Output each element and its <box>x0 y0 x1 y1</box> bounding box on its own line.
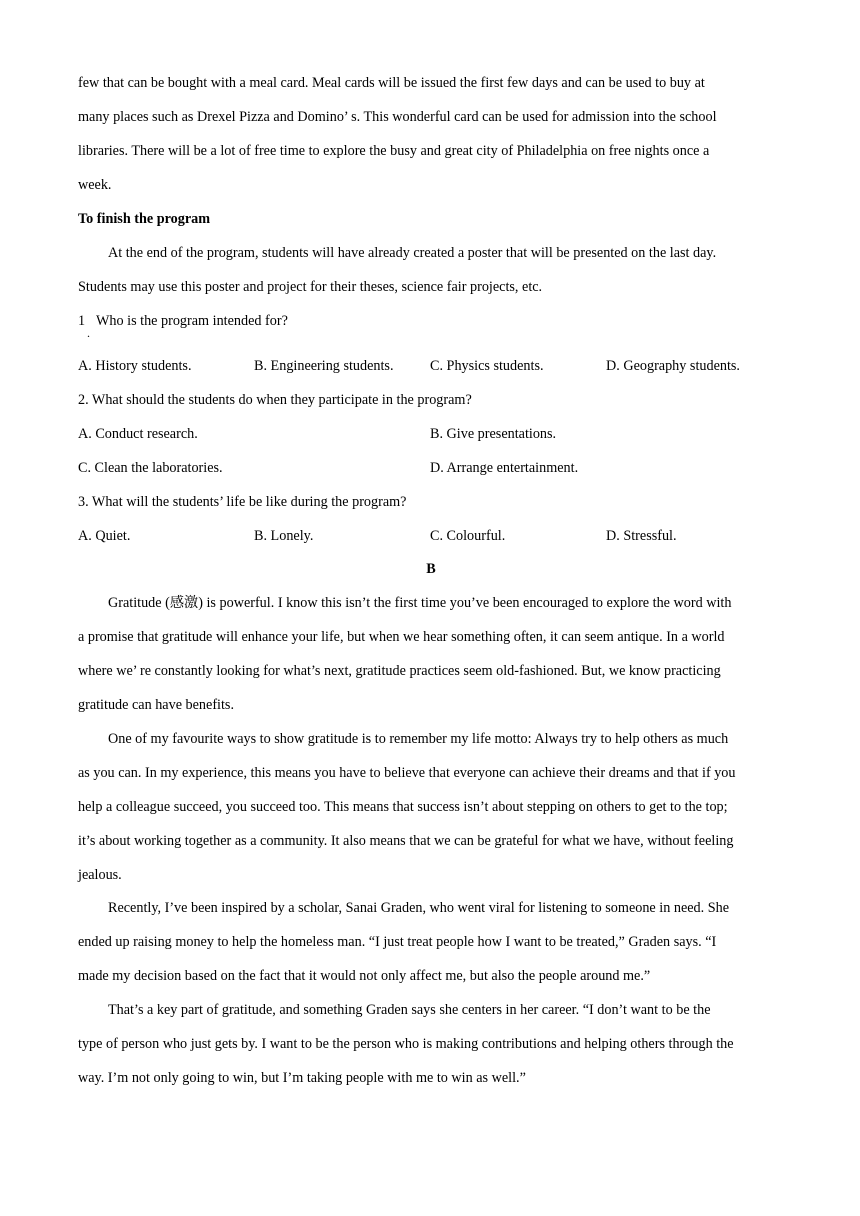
question-3-option-a: A. Quiet. <box>78 528 131 544</box>
question-3-option-c: C. Colourful. <box>430 528 506 544</box>
question-1-text: Who is the program intended for? <box>96 313 288 329</box>
passage-line: it’s about working together as a community. It also means that we can be grateful for what we have, without feeling <box>78 833 734 849</box>
passage-line: libraries. There will be a lot of free time to explore the busy and great city of Philadelphia on free nights once a <box>78 143 710 159</box>
passage-line: gratitude can have benefits. <box>78 697 234 713</box>
question-3-option-b: B. Lonely. <box>254 528 314 544</box>
passage-line: type of person who just gets by. I want to be the person who is making contributions and helping others through the <box>78 1036 734 1052</box>
question-2-option-d: D. Arrange entertainment. <box>430 460 579 476</box>
passage-line: way. I’m not only going to win, but I’m taking people with me to win as well.” <box>78 1070 526 1086</box>
passage-line: where we’ re constantly looking for what’s next, gratitude practices seem old-fashioned. But, we know practicing <box>78 663 721 679</box>
passage-line: a promise that gratitude will enhance your life, but when we hear something often, it can seem antique. In a world <box>78 629 725 645</box>
passage-line: made my decision based on the fact that it would not only affect me, but also the people around me.” <box>78 968 651 984</box>
passage-line: Recently, I’ve been inspired by a scholar, Sanai Graden, who went viral for listening to someone in need. She <box>108 900 730 916</box>
section-b-label: B <box>426 561 436 577</box>
passage-line: many places such as Drexel Pizza and Domino’ s. This wonderful card can be used for admission into the school <box>78 109 717 125</box>
passage-line: Students may use this poster and project for their theses, science fair projects, etc. <box>78 279 543 295</box>
passage-line: That’s a key part of gratitude, and something Graden says she centers in her career. “I don’t want to be the <box>108 1002 711 1018</box>
passage-line: jealous. <box>78 867 122 883</box>
question-2-text: 2. What should the students do when they participate in the program? <box>78 392 472 408</box>
question-2-option-a: A. Conduct research. <box>78 426 198 442</box>
question-2-option-c: C. Clean the laboratories. <box>78 460 223 476</box>
question-1-number: 1 <box>78 313 86 329</box>
passage-line: as you can. In my experience, this means you have to believe that everyone can achieve their dreams and that if you <box>78 765 736 781</box>
passage-line: help a colleague succeed, you succeed too. This means that success isn’t about stepping on others to get to the top; <box>78 799 728 815</box>
question-1-option-c: C. Physics students. <box>430 358 544 374</box>
section-heading: To finish the program <box>78 211 211 227</box>
question-1-option-a: A. History students. <box>78 358 192 374</box>
passage-line: week. <box>78 177 112 193</box>
question-1-option-b: B. Engineering students. <box>254 358 394 374</box>
passage-line: Gratitude (感激) is powerful. I know this isn’t the first time you’ve been encouraged to explore the word with <box>108 595 732 611</box>
passage-line: ended up raising money to help the homeless man. “I just treat people how I want to be treated,” Graden says. “I <box>78 934 717 950</box>
question-1-option-d: D. Geography students. <box>606 358 740 374</box>
passage-line: few that can be bought with a meal card. Meal cards will be issued the first few days and can be used to buy at <box>78 75 705 91</box>
passage-line: One of my favourite ways to show gratitude is to remember my life motto: Always try to help others as much <box>108 731 729 747</box>
question-2-option-b: B. Give presentations. <box>430 426 557 442</box>
question-3-option-d: D. Stressful. <box>606 528 677 544</box>
passage-line: At the end of the program, students will have already created a poster that will be presented on the last day. <box>108 245 717 261</box>
question-3-text: 3. What will the students’ life be like during the program? <box>78 494 407 510</box>
question-1-dot: . <box>87 326 90 340</box>
